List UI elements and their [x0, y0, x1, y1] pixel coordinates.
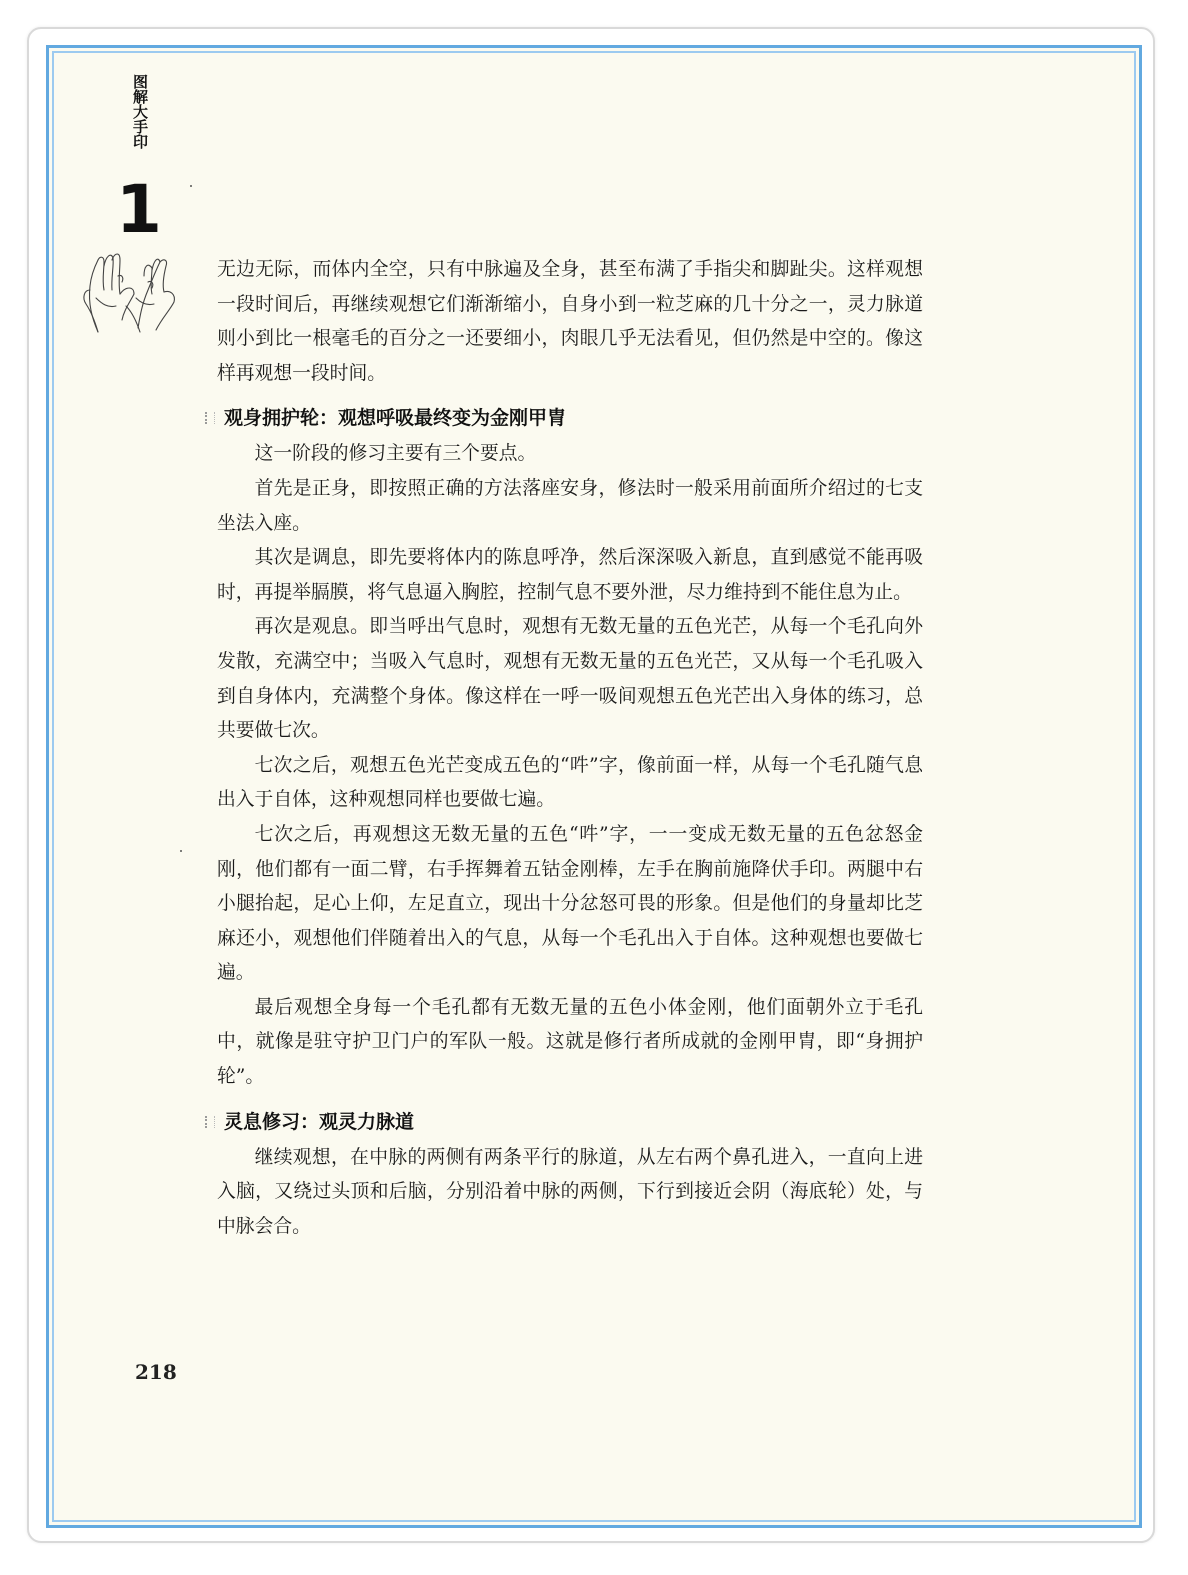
section-heading-body-protection-wheel [205, 403, 923, 433]
paragraph: 再次是观息。即当呼出气息时，观想有无数无量的五色光芒，从每一个毛孔向外发散，充满空中；当吸入气息时，观想有无数无量的五色光芒，又从每一个毛孔吸入到自身体内，充满整个身体。像这样在一呼一吸间观想五色光芒出入身体的练习，总共要做七次。 [217, 616, 923, 742]
section-heading-text: 灵息修习：观灵力脉道 [224, 1110, 415, 1133]
paragraph: 首先是正身，即按照正确的方法落座安身，修法时一般采用前面所介绍过的七支坐法入座。 [217, 477, 923, 534]
paragraph: 继续观想，在中脉的两侧有两条平行的脉道，从左右两个鼻孔进入，一直向上进入脑，又绕过头顶和后脑，分别沿着中脉的两侧，下行到接近会阴（海底轮）处，与中脉会合。 [217, 1146, 923, 1237]
print-speck [180, 850, 182, 852]
section-heading-text: 观身拥护轮：观想呼吸最终变为金刚甲胄 [224, 407, 567, 430]
paragraph: 七次之后，观想五色光芒变成五色的“吽”字，像前面一样，从每一个毛孔随气息出入于自体，这种观想同样也要做七遍。 [217, 754, 923, 811]
mudra-hands-icon [78, 246, 180, 336]
main-text [217, 253, 923, 1244]
heading-ornament-icon [205, 1116, 215, 1128]
paragraph: 这一阶段的修习主要有三个要点。 [254, 443, 537, 465]
chapter-number: 1 [116, 171, 162, 248]
paragraph-continuation: 无边无际，而体内全空，只有中脉遍及全身，甚至布满了手指尖和脚趾尖。这样观想一段时间后，再继续观想它们渐渐缩小，自身小到一粒芝麻的几十分之一，灵力脉道则小到比一根毫毛的百分之一还要细小，肉眼几乎无法看见，但仍然是中空的。像这样再观想一段时间。 [217, 259, 923, 384]
heading-ornament-icon [205, 412, 215, 424]
book-title-vertical: 图解大手印 [131, 74, 149, 149]
print-speck [190, 185, 192, 187]
paragraph: 其次是调息，即先要将体内的陈息呼净，然后深深吸入新息，直到感觉不能再吸时，再提举膈膜，将气息逼入胸腔，控制气息不要外泄，尽力维持到不能住息为止。 [217, 547, 923, 603]
page-number: 218 [135, 1360, 177, 1384]
paragraph: 七次之后，再观想这无数无量的五色“吽”字，一一变成无数无量的五色忿怒金刚，他们都有一面二臂，右手挥舞着五钴金刚棒，左手在胸前施降伏手印。两腿中右小腿抬起，足心上仰，左足直立，现出十分忿怒可畏的形象。但是他们的身量却比芝麻还小，观想他们伴随着出入的气息，从每一个毛孔出入于自体。这种观想也要做七遍。 [217, 823, 923, 984]
section-heading-spirit-channels [205, 1107, 923, 1137]
paragraph: 最后观想全身每一个毛孔都有无数无量的五色小体金刚，他们面朝外立于毛孔中，就像是驻守护卫门户的军队一般。这就是修行者所成就的金刚甲胄，即“身拥护轮”。 [217, 996, 923, 1088]
